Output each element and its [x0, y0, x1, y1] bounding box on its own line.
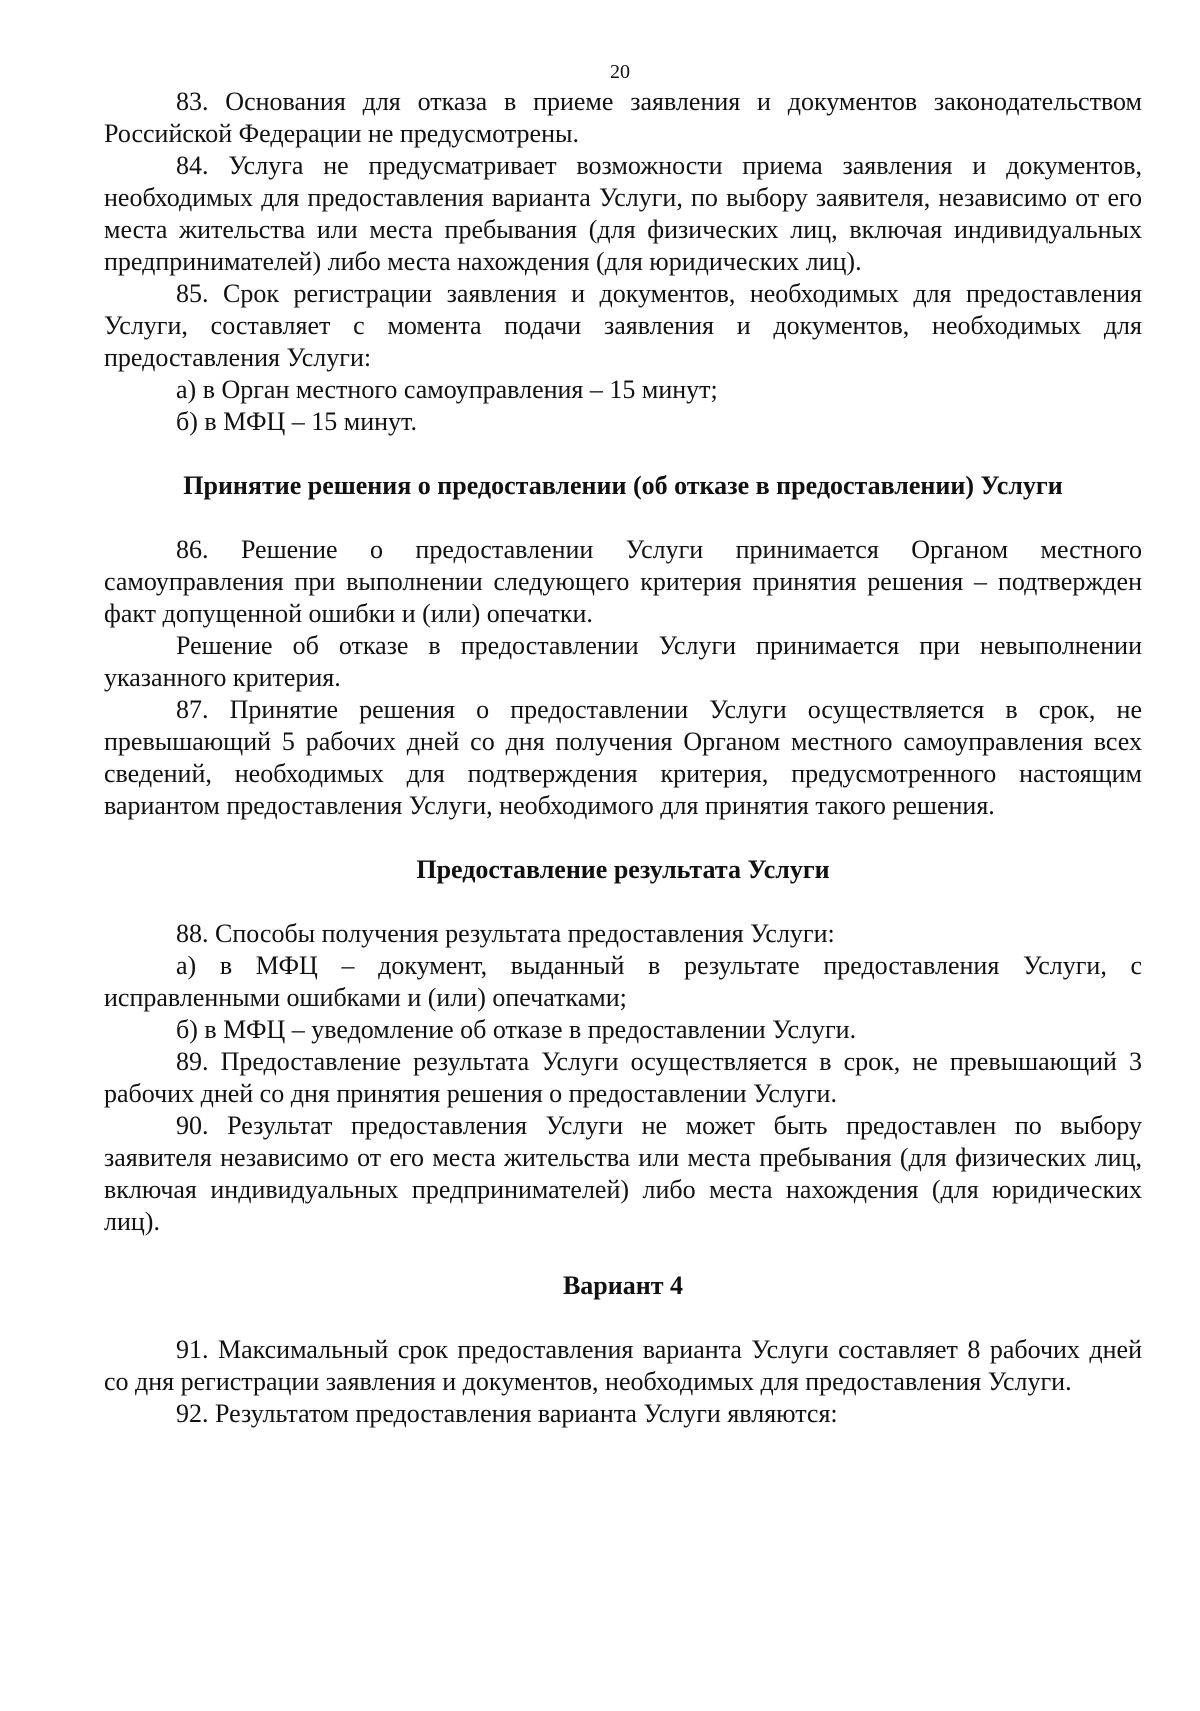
paragraph-85: 85. Срок регистрации заявления и документов, необходимых для предоставления Услуги, составляет с момента подачи заявления и документов, необходимых для предоставления Услуги:: [104, 279, 1142, 372]
paragraph-84: 84. Услуга не предусматривает возможности приема заявления и документов, необходимых для предоставления варианта Услуги, по выбору заявителя, независимо от его места жительства или места пребывания (для физических лиц, включая индивидуальных предпринимателей) либо места нахождения (для юридических лиц).: [104, 151, 1142, 276]
paragraph-91: 91. Максимальный срок предоставления варианта Услуги составляет 8 рабочих дней со дня регистрации заявления и документов, необходимых для предоставления Услуги.: [104, 1335, 1142, 1396]
paragraph-89: 89. Предоставление результата Услуги осуществляется в срок, не превышающий 3 рабочих дней со дня принятия решения о предоставлении Услуги.: [104, 1047, 1142, 1108]
paragraph-85-b: б) в МФЦ – 15 минут.: [176, 407, 417, 436]
paragraph-86: 86. Решение о предоставлении Услуги принимается Органом местного самоуправления при выполнении следующего критерия принятия решения – подтвержден факт допущенной ошибки и (или) опечатки.: [104, 535, 1142, 628]
paragraph-88-a: а) в МФЦ – документ, выданный в результате предоставления Услуги, с исправленными ошибками и (или) опечатками;: [104, 951, 1142, 1012]
paragraph-83: 83. Основания для отказа в приеме заявления и документов законодательством Российской Федерации не предусмотрены.: [104, 87, 1142, 148]
section-heading-result: Предоставление результата Услуги: [416, 855, 830, 884]
section-heading-decision: Принятие решения о предоставлении (об отказе в предоставлении) Услуги: [183, 471, 1063, 500]
paragraph-88: 88. Способы получения результата предоставления Услуги:: [176, 919, 835, 948]
paragraph-92: 92. Результатом предоставления варианта Услуги являются:: [176, 1399, 838, 1428]
paragraph-90: 90. Результат предоставления Услуги не может быть предоставлен по выбору заявителя независимо от его места жительства или места пребывания (для физических лиц, включая индивидуальных предпринимателей) либо места нахождения (для юридических лиц).: [104, 1111, 1142, 1236]
paragraph-85-a: а) в Орган местного самоуправления – 15 минут;: [176, 375, 718, 404]
paragraph-88-b: б) в МФЦ – уведомление об отказе в предоставлении Услуги.: [176, 1015, 857, 1044]
paragraph-87: 87. Принятие решения о предоставлении Услуги осуществляется в срок, не превышающий 5 рабочих дней со дня получения Органом местного самоуправления всех сведений, необходимых для подтверждения критерия, предусмотренного настоящим вариантом предоставления Услуги, необходимого для принятия такого решения.: [104, 695, 1142, 820]
document-body: [104, 86, 1142, 1430]
section-heading-variant-4: Вариант 4: [562, 1271, 684, 1300]
page-number: 20: [610, 61, 630, 83]
paragraph-86-refusal: Решение об отказе в предоставлении Услуги принимается при невыполнении указанного критерия.: [104, 631, 1142, 692]
